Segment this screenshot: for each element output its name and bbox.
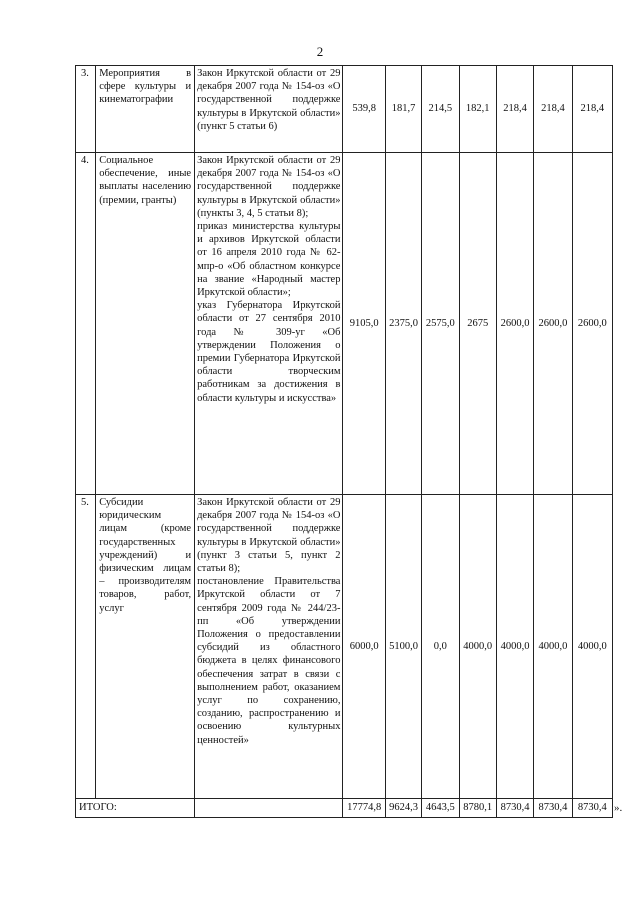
total-value: 8730,4: [496, 799, 533, 818]
legal-basis-item: Закон Иркутской области от 29 декабря 2007 года № 154-оз «О государственной поддержке культуры в Иркутской области» (пункты 3, 4, 5 статьи 8);: [197, 155, 341, 219]
row-value: 5100,0: [385, 495, 421, 799]
row-legal-basis: [195, 495, 343, 799]
row-value: 9105,0: [343, 153, 385, 495]
row-value: 4000,0: [459, 495, 496, 799]
row-value: 2375,0: [385, 153, 421, 495]
table-row: [76, 66, 613, 153]
total-basis: [195, 799, 343, 818]
legal-basis-item: приказ министерства культуры и архивов Иркутской области от 16 апреля 2010 года № 62-мпр-о «Об областном конкурсе на звание «Народный мастер Иркутской области»;: [197, 221, 341, 299]
row-value: 2600,0: [496, 153, 533, 495]
legal-basis-item: указ Губернатора Иркутской области от 27 сентября 2010 года № 309-уг «Об утверждении Положения о премии Губернатора Иркутской области творческим работникам за достижения в области культуры и искусства»: [197, 300, 341, 404]
total-value: 8780,1: [459, 799, 496, 818]
row-value: 2600,0: [534, 153, 572, 495]
row-value: 4000,0: [572, 495, 612, 799]
row-legal-basis: [195, 153, 343, 495]
row-value: 2600,0: [572, 153, 612, 495]
row-index: 5.: [76, 495, 96, 799]
row-value: 218,4: [534, 66, 572, 153]
row-value: 6000,0: [343, 495, 385, 799]
total-value: 8730,4: [534, 799, 572, 818]
legal-basis-item: Закон Иркутской области от 29 декабря 2007 года № 154-оз «О государственной поддержке культуры в Иркутской области» (пункт 5 статьи 6): [197, 68, 341, 132]
row-value: 0,0: [422, 495, 459, 799]
legal-basis-item: Закон Иркутской области от 29 декабря 2007 года № 154-оз «О государственной поддержке культуры в Иркутской области» (пункт 3 статьи 5, пункт 2 статьи 8);: [197, 497, 341, 575]
row-name: Социальное обеспечение, иные выплаты населению (премии, гранты): [96, 153, 195, 495]
table-row: [76, 153, 613, 495]
row-name: Мероприятия в сфере культуры и кинематографии: [96, 66, 195, 153]
row-value: 2575,0: [422, 153, 459, 495]
total-value: 4643,5: [422, 799, 459, 818]
total-value: 9624,3: [385, 799, 421, 818]
table-body: [76, 66, 613, 818]
total-row: [76, 799, 613, 818]
table-row: [76, 495, 613, 799]
row-value: 4000,0: [496, 495, 533, 799]
row-index: 4.: [76, 153, 96, 495]
row-value: 2675: [459, 153, 496, 495]
page-number: 2: [316, 44, 324, 59]
row-value: 218,4: [572, 66, 612, 153]
row-value: 4000,0: [534, 495, 572, 799]
row-value: 218,4: [496, 66, 533, 153]
row-legal-basis: [195, 66, 343, 153]
closing-quote: ».: [614, 802, 623, 814]
legal-basis-item: постановление Правительства Иркутской области от 7 сентября 2009 года № 244/23-пп «Об утверждении Положения о предоставлении субсидий из областного бюджета в целях финансового обеспечения затрат в связи с выполнением работ, оказанием услуг по сохранению, созданию, распространению и освоению культурных ценностей»: [197, 576, 341, 746]
budget-table: [75, 65, 613, 818]
row-value: 182,1: [459, 66, 496, 153]
row-value: 539,8: [343, 66, 385, 153]
row-name: Субсидии юридическим лицам (кроме государственных учреждений) и физическим лицам – производителям товаров, работ, услуг: [96, 495, 195, 799]
total-value: 8730,4: [572, 799, 612, 818]
row-value: 181,7: [385, 66, 421, 153]
row-index: 3.: [76, 66, 96, 153]
total-value: 17774,8: [343, 799, 385, 818]
total-label: ИТОГО:: [76, 799, 195, 818]
row-value: 214,5: [422, 66, 459, 153]
